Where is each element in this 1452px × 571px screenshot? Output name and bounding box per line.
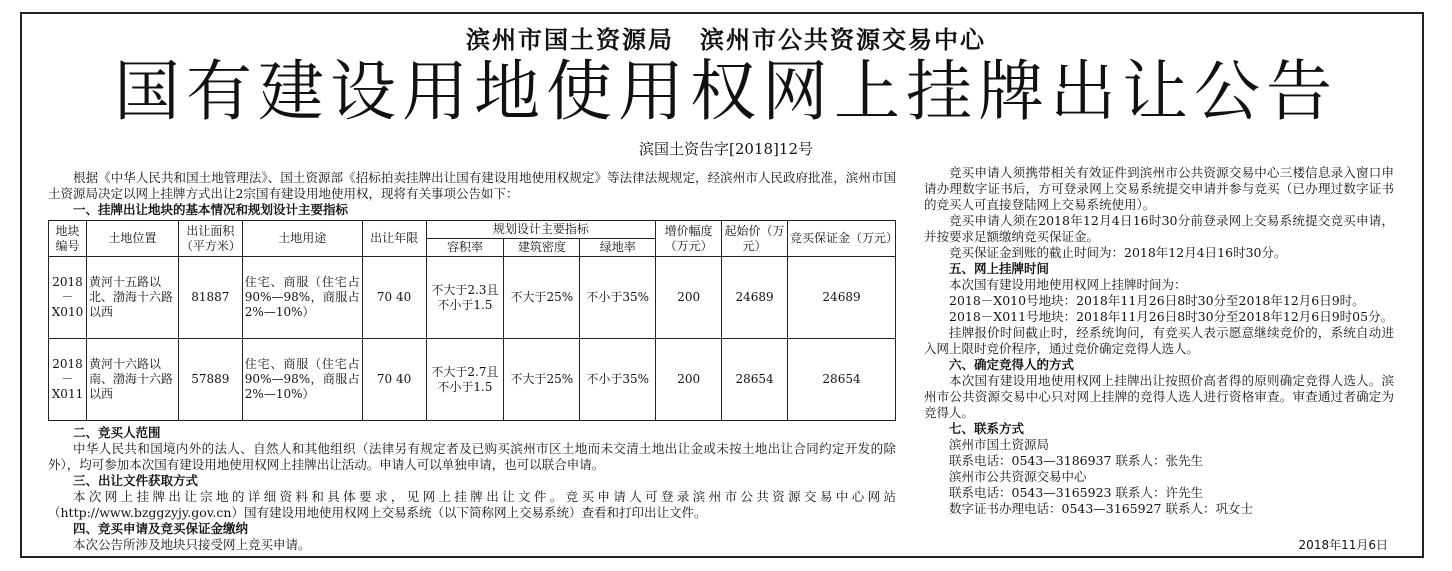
contact-phone-1: 联系电话：0543—3186937 联系人：张先生: [949, 453, 1203, 468]
document-number: 滨国土资告字[2018]12号: [639, 140, 813, 158]
cell-area: 81887: [178, 257, 242, 339]
header-deposit: 竞买保证金（万元）: [788, 221, 896, 257]
cell-density: 不大于25%: [504, 339, 580, 421]
header-increment: 增价幅度（万元）: [656, 221, 722, 257]
section5-paragraph-1: 本次国有建设用地使用权网上挂牌时间为：: [949, 277, 1187, 292]
cell-start-price: 28654: [722, 339, 788, 421]
left-column: [48, 170, 899, 553]
table-row: [49, 339, 896, 421]
cell-use: 住宅、商服（住宅占90%—98%，商服占2%—10%）: [242, 257, 362, 339]
section5-heading: 五、网上挂牌时间: [949, 261, 1050, 276]
contact-phone-2: 联系电话：0543—3165923 联系人：许先生: [949, 485, 1203, 500]
cell-deposit: 24689: [788, 257, 896, 339]
contact-certificate-phone: 数字证书办理电话：0543—3165927 联系人：巩女士: [949, 501, 1253, 516]
header-years: 出让年限: [362, 221, 426, 257]
section4-text: 本次公告所涉及地块只接受网上竞买申请。: [73, 537, 311, 552]
cell-increment: 200: [656, 257, 722, 339]
cell-green: 不小于35%: [580, 339, 656, 421]
section3-heading: 三、出让文件获取方式: [73, 473, 199, 488]
notice-title: 国有建设用地使用权网上挂牌出让公告: [114, 53, 1338, 130]
header-use: 土地用途: [242, 221, 362, 257]
section5-paragraph-2: 2018－X010号地块：2018年11月26日8时30分至2018年12月6日9时。: [949, 293, 1365, 308]
cell-start-price: 24689: [722, 257, 788, 339]
section7-heading: 七、联系方式: [949, 421, 1025, 436]
section4-paragraph-2: 竞买申请人须在2018年12月4日16时30分前登录网上交易系统提交竞买申请，并按要求足额缴纳竞买保证金。: [924, 213, 1394, 244]
cell-years: 70 40: [362, 257, 426, 339]
cell-parcel-no: 2018－X011: [49, 339, 87, 421]
header-area: 出让面积（平方米）: [178, 221, 242, 257]
issuing-organizations: 滨州市国土资源局 滨州市公共资源交易中心: [466, 25, 986, 54]
header-parcel-no: 地块编号: [49, 221, 87, 257]
section6-text: 本次国有建设用地使用权网上挂牌出让按照价高者得的原则确定竞得人选人。滨州市公共资源交易中心只对网上挂牌的竞得人选人进行资格审查。审查通过者确定为竞得人。: [924, 373, 1394, 420]
cell-increment: 200: [656, 339, 722, 421]
section1-heading: 一、挂牌出让地块的基本情况和规划设计主要指标: [73, 202, 349, 217]
cell-green: 不小于35%: [580, 257, 656, 339]
land-parcel-table: [48, 220, 899, 421]
intro-paragraph: 根据《中华人民共和国土地管理法》、国土资源部《招标拍卖挂牌出让国有建设用地使用权规定》等法律法规规定，经滨州市人民政府批准，滨州市国土资源局决定以网上挂牌方式出让2宗国有建设用地使用权，现将有关事项公告如下：: [48, 170, 896, 201]
section4-heading: 四、竞买申请及竞买保证金缴纳: [73, 521, 249, 536]
table-header-row: [49, 221, 896, 239]
cell-density: 不大于25%: [504, 257, 580, 339]
header-green: 绿地率: [580, 239, 656, 257]
section2-heading: 二、竞买人范围: [73, 425, 161, 440]
cell-years: 70 40: [362, 339, 426, 421]
right-column: [924, 165, 1394, 517]
header-far: 容积率: [426, 239, 504, 257]
header-location: 土地位置: [86, 221, 178, 257]
cell-use: 住宅、商服（住宅占90%—98%，商服占2%—10%）: [242, 339, 362, 421]
section3-text: 本次网上挂牌出让宗地的详细资料和具体要求，见网上挂牌出让文件。竞买申请人可登录滨州市公共资源交易中心网站（http://www.bzggzyjy.gov.cn）国有建设用地使用权网上交易系统（以下简称网上交易系统）查看和打印出让文件。: [48, 489, 896, 520]
contact-org-2: 滨州市公共资源交易中心: [949, 469, 1087, 484]
header-start-price: 起始价（万元）: [722, 221, 788, 257]
table-row: [49, 257, 896, 339]
contact-org-1: 滨州市国土资源局: [949, 437, 1050, 452]
cell-location: 黄河十六路以南、渤海十六路以西: [86, 339, 178, 421]
cell-area: 57889: [178, 339, 242, 421]
section5-paragraph-3: 2018－X011号地块：2018年11月26日8时30分至2018年12月6日9时05分。: [949, 309, 1394, 324]
notice-date: 2018年11月6日: [1298, 538, 1388, 552]
section4-paragraph-3: 竞买保证金到账的截止时间为：2018年12月4日16时30分。: [949, 245, 1287, 260]
cell-far: 不大于2.3且不小于1.5: [426, 257, 504, 339]
section4-paragraph-1: 竞买申请人须携带相关有效证件到滨州市公共资源交易中心三楼信息录入窗口申请办理数字证书后，方可登录网上交易系统提交申请并参与竞买（已办理过数字证书的竞买人可直接登陆网上交易系统使用）。: [924, 165, 1394, 212]
section6-heading: 六、确定竞得人的方式: [949, 357, 1075, 372]
section2-text: 中华人民共和国境内外的法人、自然人和其他组织（法律另有规定者及已购买滨州市区土地而未交清土地出让金或未按土地出让合同约定开发的除外），均可参加本次国有建设用地使用权网上挂牌出让活动。申请人可以单独申请，也可以联合申请。: [48, 441, 896, 472]
cell-far: 不大于2.7且不小于1.5: [426, 339, 504, 421]
header-plan: 规划设计主要指标: [426, 221, 656, 239]
cell-deposit: 28654: [788, 339, 896, 421]
cell-parcel-no: 2018－X010: [49, 257, 87, 339]
section5-paragraph-4: 挂牌报价时间截止时，经系统询问，有竞买人表示愿意继续竞价的，系统自动进入网上限时竞价程序，通过竞价确定竞得人选人。: [924, 325, 1394, 356]
header-density: 建筑密度: [504, 239, 580, 257]
cell-location: 黄河十五路以北、渤海十六路以西: [86, 257, 178, 339]
